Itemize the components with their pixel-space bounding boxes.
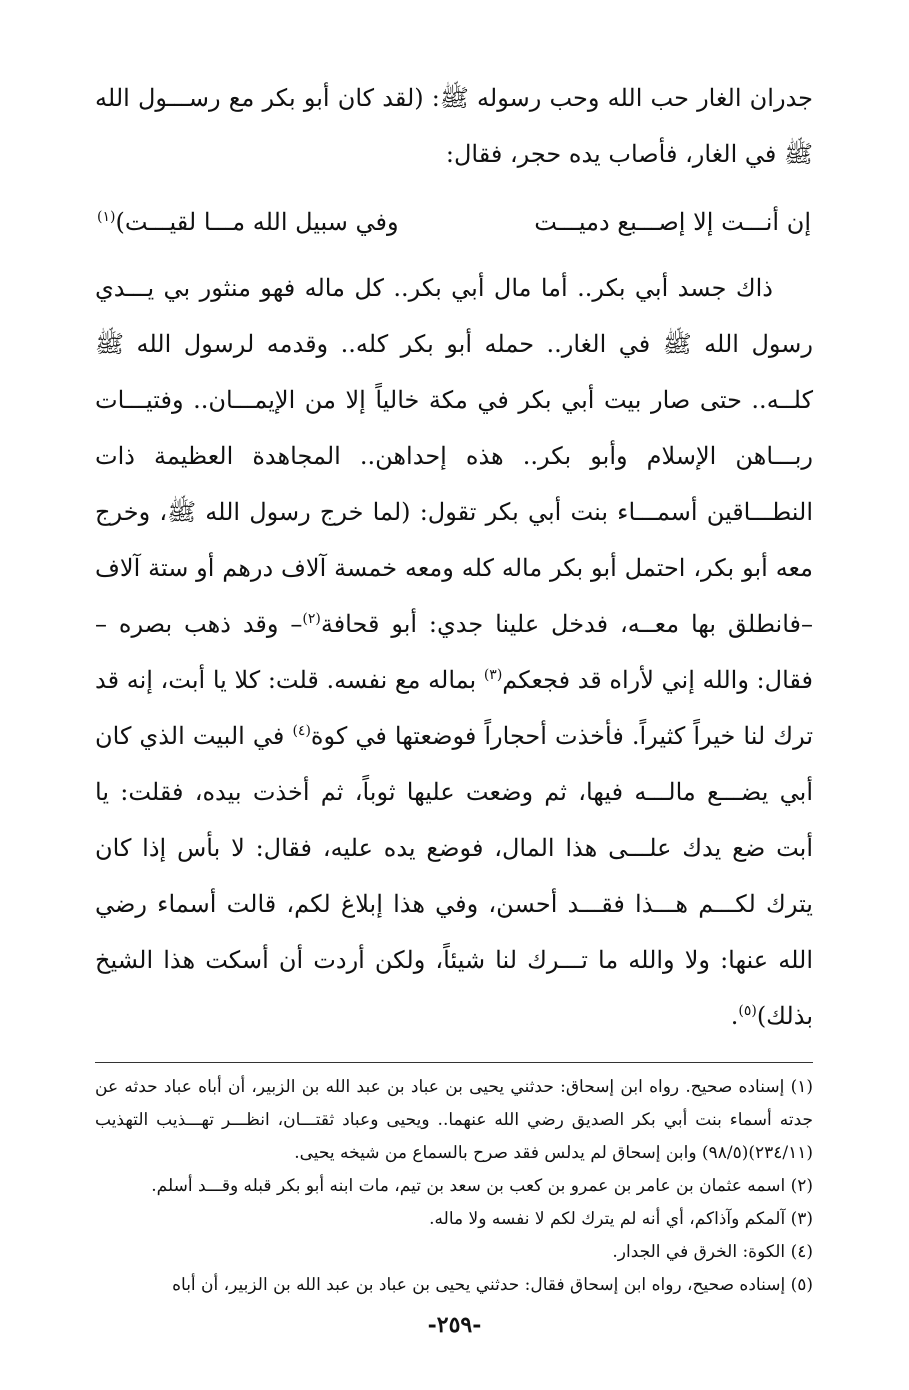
footnote-text: اسمه عثمان بن عامر بن عمرو بن كعب بن سعد بن تيم، مات ابنه أبو بكر قبله وقـــد أسلم. xyxy=(151,1176,786,1196)
footnote-4 xyxy=(95,1236,813,1269)
verse-first-hemistich: إن أنـــت إلا إصـــبع دميـــت xyxy=(534,208,811,236)
footnote-2 xyxy=(95,1170,813,1203)
body-text-part-5: . xyxy=(730,1002,739,1030)
footnote-text: إسناده صحيح، رواه ابن إسحاق فقال: حدثني يحيى بن عباد بن عبد الله بن الزبير، أن أباه xyxy=(172,1275,786,1295)
footnote-1 xyxy=(95,1071,813,1170)
verse-second-hemistich-wrap xyxy=(97,192,399,252)
footnote-5 xyxy=(95,1269,813,1302)
intro-paragraph: جدران الغار حب الله وحب رسوله ﷺ: (لقد كان أبو بكر مع رســـول الله ﷺ في الغار، فأصاب يده حجر، فقال: xyxy=(95,84,813,168)
footnote-marker-5: (٥) xyxy=(738,1003,757,1019)
verse-second-hemistich: وفي سبيل الله مـــا لقيـــت) xyxy=(115,208,399,236)
footnote-marker-2: (٢) xyxy=(302,611,321,627)
body-paragraph xyxy=(95,260,813,1044)
footnote-marker-3: (٣) xyxy=(483,667,503,683)
footnote-divider xyxy=(95,1062,813,1063)
footnote-text: إسناده صحيح. رواه ابن إسحاق: حدثني يحيى بن عباد بن عبد الله بن الزبير، أن أباه عباد حدثه عن جدته أسماء بنت أبي بكر الصديق رضي الله عنهما.. ويحيى وعباد ثقتـــان، انظـــر تهـــذيب التهذيب (٢٣٤/١١)(٩٨/٥) وابن إسحاق لم يدلس فقد صرح بالسماع من شيخه يحيى. xyxy=(95,1077,813,1163)
footnote-number: (٤) xyxy=(790,1242,813,1262)
footnote-marker-1: (١) xyxy=(97,209,116,225)
page-content xyxy=(95,70,813,1302)
footnote-number: (٢) xyxy=(790,1176,813,1196)
footnotes-section xyxy=(95,1071,813,1302)
footnote-text: الكوة: الخرق في الجدار. xyxy=(612,1242,786,1262)
footnote-marker-4: (٤) xyxy=(292,723,311,739)
page-number: -٢٥٩- xyxy=(427,1312,482,1338)
footnote-text: آلمكم وآذاكم، أي أنه لم يترك لكم لا نفسه ولا ماله. xyxy=(429,1209,786,1229)
body-text-part-1: ذاك جسد أبي بكر.. أما مال أبي بكر.. كل ماله فهو منثور بي يـــدي رسول الله ﷺ في الغار.. حمله أبو بكر كله.. وقدمه لرسول الله ﷺ كلــه.. حتى صار بيت أبي بكر في مكة خالياً إلا من الإيمـــان.. وفتيـــات ربـــاهن الإسلام وأبو بكر.. هذه إحداهن.. المجاهدة العظيمة ذات النطـــاقين أسمـــاء بنت أبي بكر تقول: (لما خرج رسول الله ﷺ، وخرج معه أبو بكر، احتمل أبو بكر ماله كله ومعه خمسة آلاف درهم أو ستة آلاف –فانطلق بها معــه، فدخل علينا جدي: أبو قحافة xyxy=(95,274,813,638)
footnote-number: (١) xyxy=(790,1077,813,1097)
footnote-number: (٥) xyxy=(790,1275,813,1295)
body-text-part-4: في البيت الذي كان أبي يضـــع مالـــه فيها، ثم وضعت عليها ثوباً، ثم أخذت بيده، فقلت: يا أبت ضع يدك علـــى هذا المال، فوضع يده عليه، فقال: لا بأس إذا كان يترك لكـــم هـــذا فقـــد أحسن، وفي هذا إبلاغ لكم، قالت أسماء رضي الله عنها: ولا والله ما تـــرك لنا شيئاً، ولكن أردت أن أسكت هذا الشيخ بذلك) xyxy=(95,722,813,1030)
footnote-3 xyxy=(95,1203,813,1236)
poem-verse xyxy=(95,192,813,252)
body-text-part-3: بماله مع نفسه. قلت: كلا يا أبت، إنه قد ترك لنا خيراً كثيراً. فأخذت أحجاراً فوضعتها في كوة xyxy=(95,666,813,750)
footnote-number: (٣) xyxy=(790,1209,813,1229)
body-text-part-2: – وقد ذهب بصره – فقال: والله إني لأراه قد فجعكم xyxy=(95,610,813,694)
